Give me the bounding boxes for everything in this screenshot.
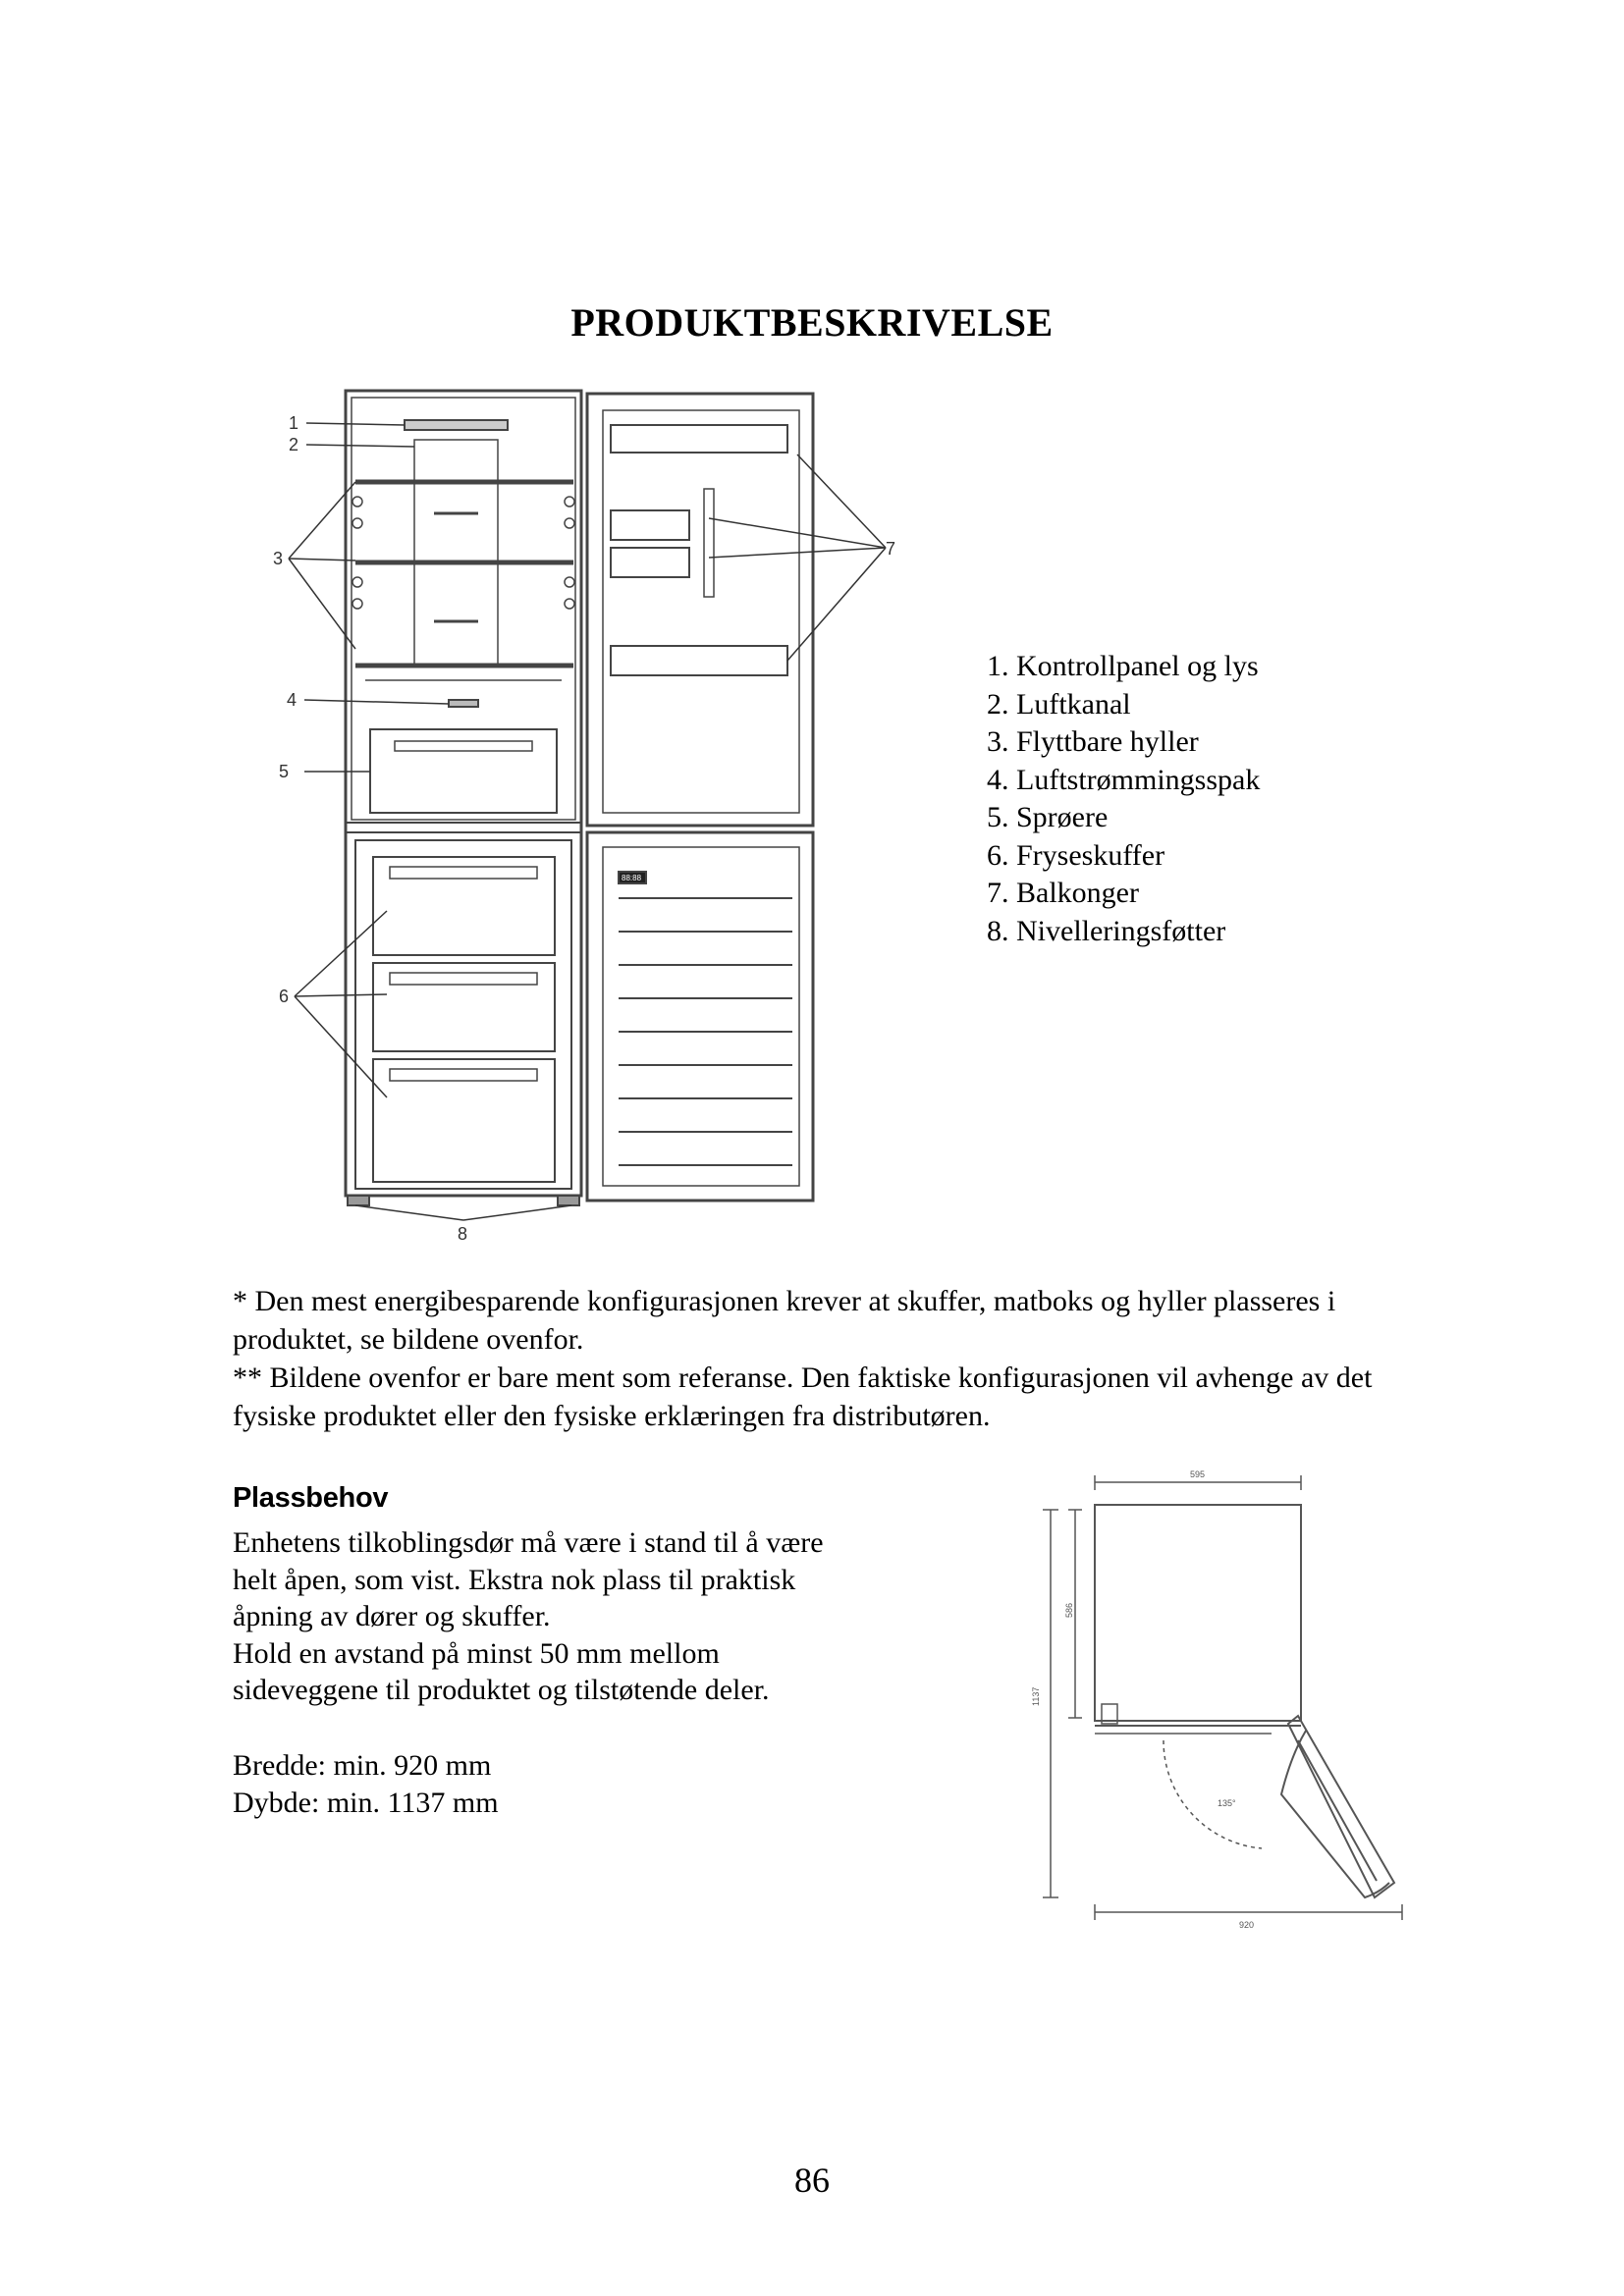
- freezer-drawer: [373, 857, 555, 955]
- callout-1: 1: [289, 413, 299, 433]
- legend-item: 2. Luftkanal: [987, 687, 1131, 721]
- legend-item: 5. Sprøere: [987, 801, 1109, 833]
- swing-arc: [1164, 1740, 1262, 1848]
- note-reference: ** Bildene ovenfor er bare ment som referanse. Den faktiske konfigurasjonen vil avhenge av det fysiske produktet eller den fysiske erklæringen fra distributøren.: [233, 1362, 1373, 1432]
- section-heading-space: Plassbehov: [233, 1482, 389, 1514]
- appliance-top-view: [1095, 1505, 1301, 1721]
- width-requirement: Bredde: min. 920 mm: [233, 1749, 492, 1782]
- space-line: sideveggene til produktet og tilstøtende deler.: [233, 1674, 770, 1706]
- door-balcony: [611, 510, 689, 540]
- space-line: Enhetens tilkoblingsdør må være i stand til å være: [233, 1526, 824, 1559]
- fridge-door: [587, 394, 813, 826]
- callout-5: 5: [279, 762, 290, 781]
- space-line: Hold en avstand på minst 50 mm mellom: [233, 1636, 720, 1670]
- legend-item: 1. Kontrollpanel og lys: [987, 650, 1259, 682]
- callout-4: 4: [287, 690, 298, 710]
- legend-item: 8. Nivelleringsføtter: [987, 914, 1226, 947]
- legend-item: 6. Fryseskuffer: [987, 838, 1165, 872]
- callout-2: 2: [289, 435, 299, 454]
- freezer-door: [587, 832, 813, 1201]
- space-line: helt åpen, som vist. Ekstra nok plass til praktisk: [233, 1563, 796, 1596]
- door-balcony: [611, 425, 787, 453]
- legend-item: 4. Luftstrømmingsspak: [987, 763, 1261, 796]
- space-diagram: [1011, 1461, 1424, 1932]
- notes: [233, 1282, 1460, 1435]
- fridge-diagram: [257, 376, 895, 1240]
- space-description: [233, 1524, 979, 1709]
- note-energy: * Den mest energibesparende konfigurasjonen krever at skuffer, matboks og hyller plasseres i produktet, se bildene ovenfor.: [233, 1285, 1336, 1356]
- freezer-drawer: [373, 1059, 555, 1182]
- depth-requirement: Dybde: min. 1137 mm: [233, 1786, 499, 1819]
- page-title: PRODUKTBESKRIVELSE: [570, 300, 1054, 345]
- leveling-foot: [348, 1196, 369, 1205]
- angle-label: 135°: [1218, 1798, 1236, 1808]
- legend-item: 3. Flyttbare hyller: [987, 725, 1199, 758]
- door-balcony: [611, 646, 787, 675]
- control-panel: [405, 420, 508, 430]
- air-duct: [414, 440, 498, 666]
- legend-item: 7. Balkonger: [987, 877, 1139, 909]
- dim-total-depth: 1137: [1031, 1686, 1041, 1706]
- leveling-foot: [558, 1196, 579, 1205]
- display-text: 88:88: [622, 874, 642, 882]
- space-dimensions: [233, 1747, 499, 1821]
- callout-3: 3: [273, 549, 284, 568]
- parts-legend: [987, 648, 1260, 950]
- callout-7: 7: [886, 539, 895, 559]
- dim-top: 595: [1190, 1469, 1206, 1479]
- freezer-drawer: [373, 963, 555, 1051]
- page-number: 86: [794, 2161, 830, 2200]
- dim-bottom: 920: [1239, 1920, 1255, 1930]
- door-balcony: [611, 548, 689, 577]
- open-door: [1281, 1716, 1394, 1897]
- callout-8: 8: [458, 1224, 468, 1240]
- airflow-lever: [449, 700, 478, 707]
- cabinet-outline: [346, 391, 581, 1196]
- dim-inner-depth: 586: [1064, 1602, 1074, 1618]
- space-line: åpning av dører og skuffer.: [233, 1600, 551, 1632]
- callout-6: 6: [279, 987, 290, 1006]
